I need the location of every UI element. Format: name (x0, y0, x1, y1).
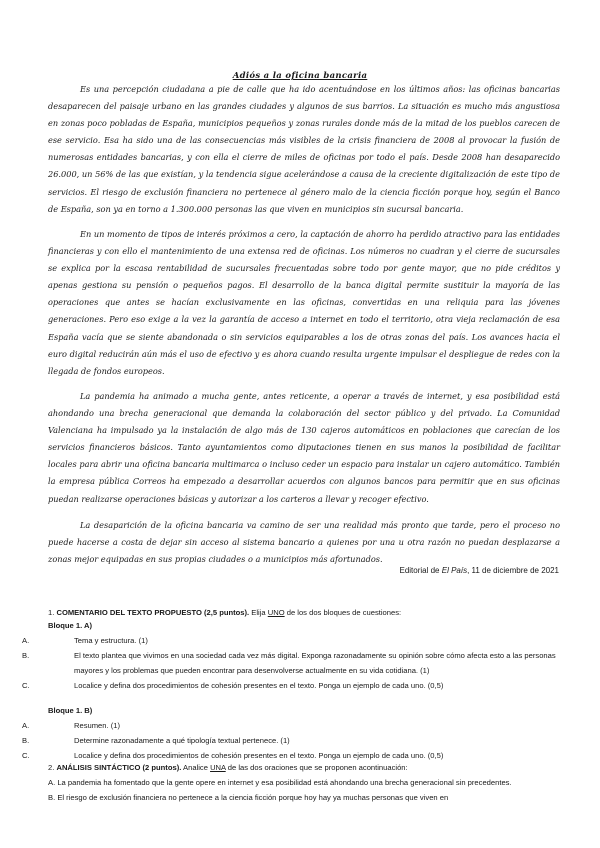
item-label: B. (22, 651, 30, 660)
signature-newspaper: El País (441, 566, 468, 575)
question-emphasis: UNO (267, 608, 285, 617)
question-emphasis: UNA (210, 763, 226, 772)
item-label: A. (48, 778, 56, 787)
block-b-title: Bloque 1. B) (48, 706, 93, 715)
list-item (48, 775, 558, 790)
question-instruction: Elija (249, 608, 268, 617)
question-2-heading (48, 760, 558, 775)
article-signature (399, 566, 559, 575)
question-instruction-end: de los dos bloques de cuestiones: (284, 608, 402, 617)
item-label: C. (22, 751, 30, 760)
article-paragraph-2 (48, 226, 560, 380)
question-number: 1. (48, 608, 55, 617)
paragraph-text: Es una percepción ciudadana a pie de calle que ha ido acentuándose en los últimos años: las oficinas bancarias desaparecen del paisaje urbano en las grandes ciudades y algunos de sus barrios. La situación es mucho más angustiosa en zonas poco pobladas de España, municipios pequeños y zonas rurales donde más de la mitad de los pueblos carecen de ese servicio. Esa ha sido una de las consecuencias más visibles de la crisis financiera de 2008 al provocar la fusión de numerosas entidades bancarias, y con ella el cierre de miles de oficinas por todo el país. Desde 2008 han desaparecido 26.000, un 56% de las que existían, y la tendencia sigue acelerándose a causa de la creciente digitalización de este tipo de servicios. El riesgo de exclusión financiera no pertenece al género malo de la ciencia ficción porque hoy, según el Banco de España, son ya en torno a 1.300.000 personas las que viven en municipios sin sucursal bancaria. (48, 84, 560, 214)
item-text: Resumen. (1) (74, 721, 121, 730)
list-item (22, 678, 558, 693)
paragraph-text: La pandemia ha animado a mucha gente, antes reticente, a operar a través de internet, y esa posibilidad está ahondando una brecha generacional que demanda la colaboración del sector público y del privado. La Comunidad Valenciana ha impulsado ya la instalación de algo más de 130 cajeros automáticos en poblaciones que carecían de los servicios financieros básicos. Tanto ayuntamientos como diputaciones tienen en sus manos la posibilidad de facilitar locales para abrir una oficina bancaria multimarca o incluso ceder un espacio para instalar un cajero automático. También la empresa pública Correos ha empezado a desarrollar acuerdos con algunos bancos para permitir que en sus oficinas puedan realizarse operaciones básicas y autorizar a los carteros a llevar y recoger efectivo. (48, 391, 560, 504)
article-paragraph-1 (48, 81, 560, 218)
block-title (48, 618, 558, 633)
block-b (22, 703, 558, 763)
item-label: A. (22, 636, 30, 645)
item-text: El riesgo de exclusión financiera no pertenece a la ciencia ficción porque hoy hay ya muchas personas que viven en (57, 793, 449, 802)
question-2 (48, 760, 558, 805)
question-number: 2. (48, 763, 55, 772)
signature-prefix: Editorial de (399, 566, 442, 575)
block-title (48, 703, 558, 718)
item-text: Localice y defina dos procedimientos de cohesión presentes en el texto. Ponga un ejemplo de cada uno. (0,5) (74, 751, 444, 760)
item-text: Localice y defina dos procedimientos de cohesión presentes en el texto. Ponga un ejemplo de cada uno. (0,5) (74, 681, 444, 690)
article-title: Adiós a la oficina bancaria (232, 71, 368, 81)
list-item (22, 633, 558, 648)
paragraph-text: En un momento de tipos de interés próximos a cero, la captación de ahorro ha perdido atractivo para las entidades financieras y con ello el mantenimiento de una extensa red de oficinas. Los números no cuadran y el cierre de sucursales se explica por la escasa rentabilidad de sucursales frecuentadas sobre todo por gente mayor, que no pide créditos y apenas gestiona su pensión o pequeños pagos. El desarrollo de la banca digital permite sustituir la mayoría de las operaciones que antes se hacían exclusivamente en las oficinas, convertidas en una reliquia para las jóvenes generaciones. Pero eso exige a la vez la garantía de acceso a internet en todo el territorio, otra vieja reclamación de esa España vacía que se siente abandonada o sin servicios equiparables a los de otras zonas del país. Los avances hacia el euro digital reducirán aún más el uso de efectivo y es ahora cuando resulta urgente impulsar el despliegue de redes con la llegada de fondos europeos. (48, 229, 560, 376)
paragraph-text: La desaparición de la oficina bancaria va camino de ser una realidad más pronto que tarde, pero el proceso no puede hacerse a costa de dejar sin acceso al sistema bancario a quienes por una u otra razón no puedan desplazarse a zonas mejor equipadas en sus propias ciudades o a municipios más afortunados. (48, 520, 560, 565)
question-title: ANÁLISIS SINTÁCTICO (2 puntos). (56, 763, 182, 772)
list-item (22, 648, 558, 678)
article-paragraph-3 (48, 388, 560, 508)
item-label: B. (22, 736, 30, 745)
item-text: Tema y estructura. (1) (74, 636, 148, 645)
list-item (22, 718, 558, 733)
item-text: El texto plantea que vivimos en una sociedad cada vez más digital. Exponga razonadamente su opinión sobre cómo afecta esto a las personas mayores y los problemas que pueden encontrar para desenvolverse actualmente en su vida cotidiana. (1) (74, 651, 556, 675)
item-label: B. (48, 793, 56, 802)
question-instruction: Analice (181, 763, 211, 772)
item-text: La pandemia ha fomentado que la gente opere en internet y esa posibilidad está ahondando una brecha generacional sin precedentes. (57, 778, 512, 787)
question-title: COMENTARIO DEL TEXTO PROPUESTO (2,5 puntos). (56, 608, 250, 617)
article-paragraph-4 (48, 517, 560, 568)
signature-date: , 11 de diciembre de 2021 (467, 566, 559, 575)
question-instruction-end: de las dos oraciones que se proponen acontinuación: (225, 763, 408, 772)
item-label: A. (22, 721, 30, 730)
item-label: C. (22, 681, 30, 690)
list-item (22, 733, 558, 748)
block-a-title: Bloque 1. A) (48, 621, 93, 630)
item-text: Determine razonadamente a qué tipología textual pertenece. (1) (74, 736, 290, 745)
list-item (48, 790, 558, 805)
block-a (22, 618, 558, 693)
